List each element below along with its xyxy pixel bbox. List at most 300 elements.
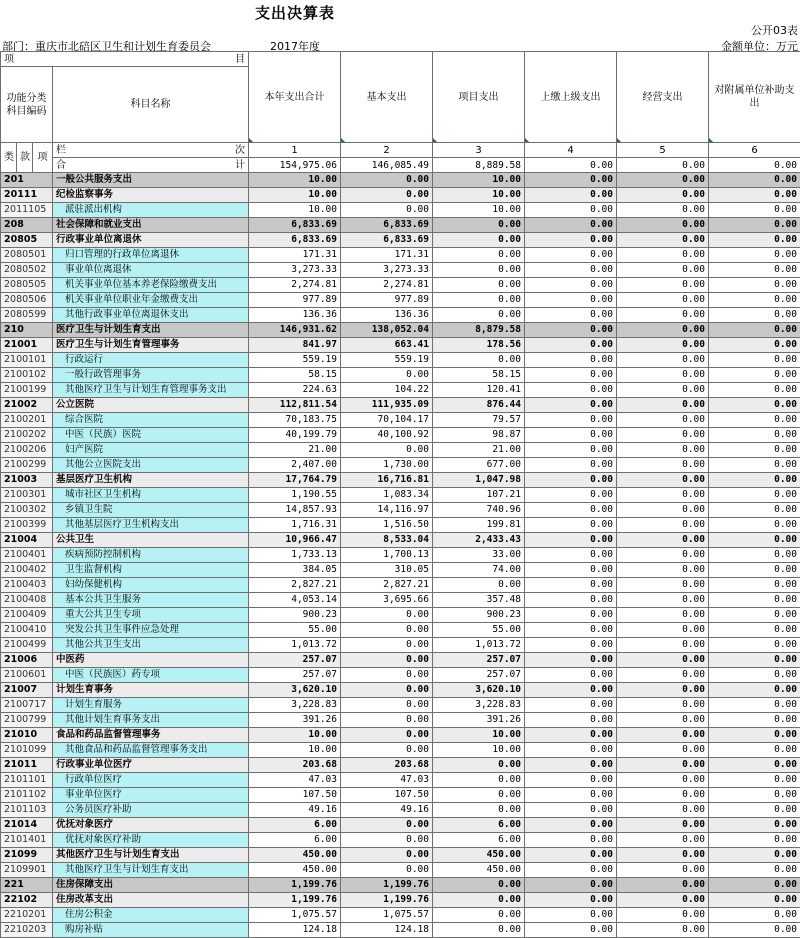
row-value: 0.00 (617, 323, 709, 338)
row-value: 55.00 (249, 623, 341, 638)
row-code: 2101099 (1, 743, 53, 758)
row-name: 乡镇卫生院 (53, 503, 249, 518)
row-value: 0.00 (617, 413, 709, 428)
row-value: 224.63 (249, 383, 341, 398)
row-value: 0.00 (709, 338, 800, 353)
row-value: 112,811.54 (249, 398, 341, 413)
row-value: 138,052.04 (341, 323, 433, 338)
table-row (1, 578, 800, 593)
row-value: 0.00 (525, 728, 617, 743)
row-value: 0.00 (525, 548, 617, 563)
row-value: 0.00 (341, 848, 433, 863)
row-value: 0.00 (525, 713, 617, 728)
table-row (1, 233, 800, 248)
row-value: 0.00 (617, 533, 709, 548)
row-code: 21002 (1, 398, 53, 413)
row-value: 0.00 (709, 623, 800, 638)
row-value: 0.00 (341, 173, 433, 188)
row-name: 综合医院 (53, 413, 249, 428)
row-value: 70,104.17 (341, 413, 433, 428)
table-row (1, 518, 800, 533)
row-value: 0.00 (525, 308, 617, 323)
row-value: 0.00 (709, 188, 800, 203)
row-value: 6,833.69 (341, 218, 433, 233)
row-value: 0.00 (617, 728, 709, 743)
row-code: 2080505 (1, 278, 53, 293)
row-code: 2080506 (1, 293, 53, 308)
table-row (1, 533, 800, 548)
row-name: 医疗卫生与计划生育管理事务 (53, 338, 249, 353)
row-value: 6.00 (433, 833, 525, 848)
row-value: 107.21 (433, 488, 525, 503)
row-value: 0.00 (709, 263, 800, 278)
table-row (1, 608, 800, 623)
row-value: 357.48 (433, 593, 525, 608)
row-value: 0.00 (525, 593, 617, 608)
row-value: 0.00 (617, 623, 709, 638)
table-row (1, 683, 800, 698)
row-name: 机关事业单位职业年金缴费支出 (53, 293, 249, 308)
row-value: 0.00 (709, 233, 800, 248)
report-title: 支出决算表 (0, 2, 590, 23)
row-value: 171.31 (249, 248, 341, 263)
row-name: 疾病预防控制机构 (53, 548, 249, 563)
row-value: 2,274.81 (249, 278, 341, 293)
lan-ci-header (53, 143, 249, 158)
row-value: 384.05 (249, 563, 341, 578)
col-num-1: 1 (249, 143, 341, 158)
row-value: 0.00 (709, 458, 800, 473)
row-value: 47.03 (249, 773, 341, 788)
row-value: 0.00 (525, 428, 617, 443)
row-value: 0.00 (525, 338, 617, 353)
row-value: 6.00 (249, 818, 341, 833)
row-value: 450.00 (433, 863, 525, 878)
table-row (1, 908, 800, 923)
row-value: 0.00 (341, 863, 433, 878)
row-value: 257.07 (249, 668, 341, 683)
row-value: 1,730.00 (341, 458, 433, 473)
row-value: 124.18 (249, 923, 341, 938)
row-value: 0.00 (709, 878, 800, 893)
row-value: 0.00 (709, 413, 800, 428)
row-value: 0.00 (617, 788, 709, 803)
row-value: 0.00 (433, 353, 525, 368)
row-name: 事业单位医疗 (53, 788, 249, 803)
table-row (1, 413, 800, 428)
row-value: 0.00 (525, 923, 617, 938)
row-name: 其他医疗卫生与计划生育支出 (53, 848, 249, 863)
row-value: 10.00 (249, 188, 341, 203)
row-value: 0.00 (617, 548, 709, 563)
row-value: 2,827.21 (341, 578, 433, 593)
lan-label: 栏 (56, 145, 66, 156)
row-value: 0.00 (433, 878, 525, 893)
row-value: 559.19 (341, 353, 433, 368)
row-code: 221 (1, 878, 53, 893)
row-value: 0.00 (617, 773, 709, 788)
row-value: 3,273.33 (249, 263, 341, 278)
row-code: 2100399 (1, 518, 53, 533)
row-value: 0.00 (709, 563, 800, 578)
row-value: 0.00 (617, 863, 709, 878)
row-value: 0.00 (709, 788, 800, 803)
row-value: 0.00 (617, 848, 709, 863)
col-header-upper: 上缴上级支出 (525, 52, 617, 143)
row-value: 0.00 (525, 608, 617, 623)
row-name: 卫生监督机构 (53, 563, 249, 578)
row-value: 0.00 (709, 293, 800, 308)
row-name: 行政单位医疗 (53, 773, 249, 788)
row-code: 2100410 (1, 623, 53, 638)
col-num-5: 5 (617, 143, 709, 158)
row-name: 住房改革支出 (53, 893, 249, 908)
row-value: 0.00 (709, 683, 800, 698)
row-value: 0.00 (709, 668, 800, 683)
row-value: 0.00 (709, 698, 800, 713)
row-value: 0.00 (525, 413, 617, 428)
row-code: 2101401 (1, 833, 53, 848)
row-name: 食品和药品监督管理事务 (53, 728, 249, 743)
row-value: 0.00 (525, 368, 617, 383)
name-header: 科目名称 (53, 67, 249, 143)
row-name: 其他公共卫生支出 (53, 638, 249, 653)
row-value: 0.00 (617, 233, 709, 248)
row-value: 0.00 (617, 503, 709, 518)
row-value: 21.00 (249, 443, 341, 458)
table-row (1, 848, 800, 863)
table-row (1, 818, 800, 833)
row-value: 2,827.21 (249, 578, 341, 593)
row-value: 40,199.79 (249, 428, 341, 443)
row-value: 6,833.69 (249, 218, 341, 233)
row-value: 0.00 (617, 638, 709, 653)
row-value: 0.00 (525, 188, 617, 203)
row-value: 0.00 (433, 263, 525, 278)
row-value: 663.41 (341, 338, 433, 353)
fiscal-year: 2017年度 (270, 38, 320, 54)
row-value: 33.00 (433, 548, 525, 563)
table-row (1, 263, 800, 278)
row-code: 22102 (1, 893, 53, 908)
row-value: 0.00 (617, 653, 709, 668)
table-row (1, 173, 800, 188)
row-value: 0.00 (617, 338, 709, 353)
table-row (1, 713, 800, 728)
row-code: 2100402 (1, 563, 53, 578)
row-name: 行政运行 (53, 353, 249, 368)
row-value: 900.23 (249, 608, 341, 623)
xiang-mu-header (1, 52, 249, 67)
col-num-3: 3 (433, 143, 525, 158)
row-value: 450.00 (249, 848, 341, 863)
row-code: 2100302 (1, 503, 53, 518)
row-value: 0.00 (525, 818, 617, 833)
row-value: 0.00 (341, 188, 433, 203)
row-value: 1,716.31 (249, 518, 341, 533)
table-row (1, 188, 800, 203)
row-value: 1,199.76 (249, 878, 341, 893)
row-value: 0.00 (617, 578, 709, 593)
expenditure-table (0, 51, 800, 938)
row-value: 0.00 (341, 608, 433, 623)
row-value: 0.00 (709, 653, 800, 668)
row-code: 2080599 (1, 308, 53, 323)
table-row (1, 293, 800, 308)
total-value: 0.00 (617, 158, 709, 173)
row-value: 740.96 (433, 503, 525, 518)
table-row (1, 488, 800, 503)
xiang-col-header: 项 (33, 143, 53, 173)
row-value: 0.00 (525, 683, 617, 698)
row-name: 住房公积金 (53, 908, 249, 923)
row-code: 2109901 (1, 863, 53, 878)
row-value: 0.00 (433, 788, 525, 803)
row-value: 0.00 (525, 668, 617, 683)
row-value: 0.00 (709, 818, 800, 833)
row-value: 0.00 (525, 353, 617, 368)
ji-label: 计 (235, 159, 245, 172)
row-value: 49.16 (341, 803, 433, 818)
row-code: 210 (1, 323, 53, 338)
row-value: 0.00 (709, 593, 800, 608)
col-header-subsidy: 对附属单位补助支出 (709, 52, 800, 143)
row-value: 0.00 (617, 488, 709, 503)
row-value: 3,695.66 (341, 593, 433, 608)
table-row (1, 503, 800, 518)
row-code: 2100301 (1, 488, 53, 503)
row-value: 146,931.62 (249, 323, 341, 338)
row-value: 0.00 (709, 893, 800, 908)
row-value: 2,274.81 (341, 278, 433, 293)
total-label (53, 158, 249, 173)
row-value: 0.00 (617, 308, 709, 323)
row-name: 优抚对象医疗补助 (53, 833, 249, 848)
row-name: 购房补贴 (53, 923, 249, 938)
row-code: 2100201 (1, 413, 53, 428)
row-code: 20805 (1, 233, 53, 248)
row-value: 171.31 (341, 248, 433, 263)
row-value: 450.00 (433, 848, 525, 863)
row-value: 203.68 (341, 758, 433, 773)
row-value: 0.00 (709, 608, 800, 623)
row-value: 10.00 (433, 188, 525, 203)
row-value: 0.00 (709, 428, 800, 443)
row-value: 10.00 (249, 743, 341, 758)
row-name: 住房保障支出 (53, 878, 249, 893)
row-value: 0.00 (525, 383, 617, 398)
row-value: 1,199.76 (341, 878, 433, 893)
row-value: 391.26 (249, 713, 341, 728)
table-row (1, 428, 800, 443)
row-value: 0.00 (709, 638, 800, 653)
row-code: 21001 (1, 338, 53, 353)
row-value: 3,228.83 (433, 698, 525, 713)
row-code: 2100202 (1, 428, 53, 443)
row-value: 1,013.72 (433, 638, 525, 653)
row-value: 0.00 (525, 293, 617, 308)
row-value: 0.00 (525, 488, 617, 503)
row-name: 行政事业单位医疗 (53, 758, 249, 773)
row-code: 2100717 (1, 698, 53, 713)
row-code: 2080502 (1, 263, 53, 278)
col-header-total: 本年支出合计 (249, 52, 341, 143)
row-value: 58.15 (249, 368, 341, 383)
row-value: 0.00 (617, 368, 709, 383)
row-value: 0.00 (525, 803, 617, 818)
row-value: 178.56 (433, 338, 525, 353)
row-value: 120.41 (433, 383, 525, 398)
table-row (1, 323, 800, 338)
row-code: 21010 (1, 728, 53, 743)
row-value: 0.00 (433, 578, 525, 593)
row-value: 0.00 (433, 773, 525, 788)
row-value: 124.18 (341, 923, 433, 938)
table-row (1, 638, 800, 653)
table-row (1, 923, 800, 938)
col-num-6: 6 (709, 143, 800, 158)
row-value: 0.00 (709, 473, 800, 488)
table-row (1, 653, 800, 668)
row-name: 其他基层医疗卫生机构支出 (53, 518, 249, 533)
row-code: 21099 (1, 848, 53, 863)
row-value: 8,533.04 (341, 533, 433, 548)
row-value: 0.00 (525, 443, 617, 458)
row-value: 0.00 (525, 653, 617, 668)
row-value: 0.00 (617, 923, 709, 938)
row-value: 10.00 (433, 203, 525, 218)
row-value: 0.00 (617, 908, 709, 923)
row-name: 突发公共卫生事件应急处理 (53, 623, 249, 638)
table-row (1, 308, 800, 323)
row-code: 2080501 (1, 248, 53, 263)
row-value: 1,047.98 (433, 473, 525, 488)
row-code: 201 (1, 173, 53, 188)
row-value: 0.00 (341, 203, 433, 218)
row-value: 0.00 (617, 758, 709, 773)
row-value: 10,966.47 (249, 533, 341, 548)
row-value: 0.00 (709, 173, 800, 188)
row-value: 0.00 (709, 443, 800, 458)
row-value: 1,083.34 (341, 488, 433, 503)
table-row (1, 863, 800, 878)
row-code: 2100409 (1, 608, 53, 623)
table-row (1, 668, 800, 683)
row-name: 妇产医院 (53, 443, 249, 458)
row-value: 0.00 (525, 698, 617, 713)
col-header-business: 经营支出 (617, 52, 709, 143)
row-value: 4,053.14 (249, 593, 341, 608)
table-row (1, 338, 800, 353)
row-value: 0.00 (709, 848, 800, 863)
row-name: 城市社区卫生机构 (53, 488, 249, 503)
row-name: 其他医疗卫生与计划生育管理事务支出 (53, 383, 249, 398)
row-value: 0.00 (617, 593, 709, 608)
row-value: 0.00 (525, 833, 617, 848)
table-row (1, 353, 800, 368)
row-value: 0.00 (709, 803, 800, 818)
row-value: 257.07 (249, 653, 341, 668)
row-value: 0.00 (709, 578, 800, 593)
row-name: 其他行政事业单位离退休支出 (53, 308, 249, 323)
ci-label: 次 (235, 144, 245, 157)
row-value: 70,183.75 (249, 413, 341, 428)
table-row (1, 203, 800, 218)
col-num-4: 4 (525, 143, 617, 158)
row-value: 0.00 (525, 473, 617, 488)
row-value: 0.00 (433, 893, 525, 908)
table-row (1, 833, 800, 848)
row-value: 0.00 (525, 578, 617, 593)
row-value: 0.00 (709, 773, 800, 788)
table-row (1, 698, 800, 713)
col-header-basic: 基本支出 (341, 52, 433, 143)
table-row (1, 623, 800, 638)
row-value: 0.00 (433, 293, 525, 308)
row-code: 2101101 (1, 773, 53, 788)
row-code: 2100102 (1, 368, 53, 383)
row-value: 0.00 (709, 533, 800, 548)
row-value: 0.00 (433, 308, 525, 323)
row-name: 公共卫生 (53, 533, 249, 548)
row-value: 199.81 (433, 518, 525, 533)
row-name: 事业单位离退休 (53, 263, 249, 278)
row-name: 派驻派出机构 (53, 203, 249, 218)
row-value: 0.00 (617, 203, 709, 218)
xiang-label: 项 (4, 54, 14, 65)
row-value: 0.00 (617, 683, 709, 698)
row-value: 0.00 (617, 833, 709, 848)
row-value: 0.00 (341, 728, 433, 743)
row-value: 0.00 (525, 218, 617, 233)
table-row (1, 458, 800, 473)
row-value: 0.00 (617, 278, 709, 293)
row-value: 0.00 (617, 563, 709, 578)
row-value: 0.00 (433, 218, 525, 233)
row-value: 0.00 (709, 218, 800, 233)
row-value: 0.00 (525, 893, 617, 908)
total-value: 154,975.06 (249, 158, 341, 173)
table-row (1, 773, 800, 788)
row-value: 0.00 (341, 833, 433, 848)
row-value: 559.19 (249, 353, 341, 368)
row-value: 0.00 (341, 653, 433, 668)
row-value: 0.00 (617, 668, 709, 683)
row-value: 0.00 (617, 818, 709, 833)
table-row (1, 563, 800, 578)
row-code: 2101103 (1, 803, 53, 818)
row-value: 0.00 (525, 173, 617, 188)
row-value: 391.26 (433, 713, 525, 728)
row-value: 0.00 (525, 743, 617, 758)
row-value: 0.00 (617, 743, 709, 758)
row-value: 0.00 (617, 263, 709, 278)
row-value: 0.00 (525, 203, 617, 218)
row-value: 0.00 (341, 623, 433, 638)
row-value: 10.00 (433, 173, 525, 188)
row-value: 0.00 (525, 398, 617, 413)
table-row (1, 788, 800, 803)
row-code: 208 (1, 218, 53, 233)
row-value: 0.00 (709, 383, 800, 398)
row-value: 0.00 (525, 848, 617, 863)
row-value: 0.00 (433, 908, 525, 923)
row-value: 0.00 (525, 878, 617, 893)
row-value: 0.00 (433, 278, 525, 293)
row-value: 0.00 (617, 293, 709, 308)
row-value: 0.00 (709, 908, 800, 923)
row-name: 基层医疗卫生机构 (53, 473, 249, 488)
